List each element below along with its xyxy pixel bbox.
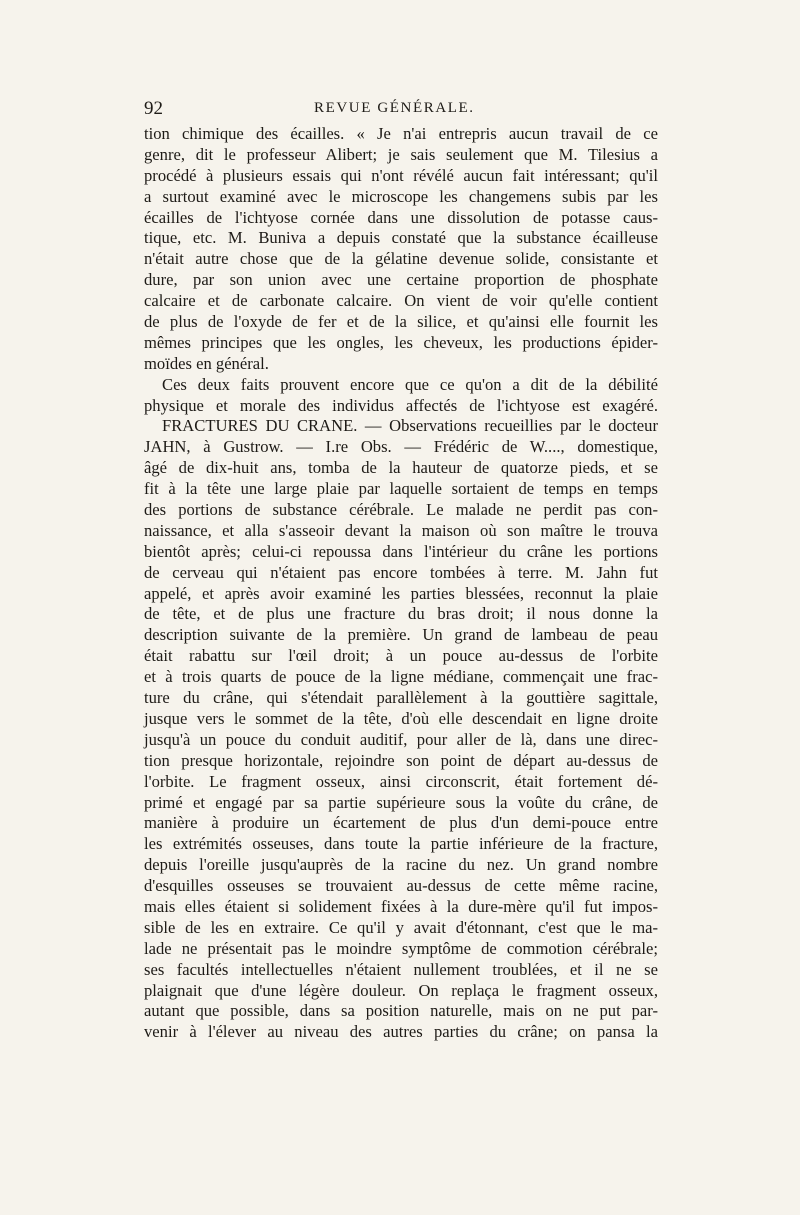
text-line: procédé à plusieurs essais qui n'ont révélé aucun fait intéressant; qu'il <box>144 165 658 185</box>
text-line: description suivante de la première. Un grand de lambeau de peau <box>144 625 658 645</box>
text-line: l'orbite. Le fragment osseux, ainsi circonscrit, était fortement dé- <box>144 771 658 791</box>
text-line: Ces deux faits prouvent encore que ce qu'on a dit de la débilité <box>162 374 658 394</box>
text-line: a surtout examiné avec le microscope les changemens subis par les <box>144 186 658 206</box>
text-line: tion chimique des écailles. « Je n'ai entrepris aucun travail de ce <box>144 124 658 143</box>
text-line: naissance, et alla s'asseoir devant la maison où son maître le trouva <box>144 520 658 540</box>
text-line: ses facultés intellectuelles n'étaient nullement troublées, et il ne se <box>144 959 658 979</box>
journal-title: REVUE GÉNÉRALE. <box>314 100 475 116</box>
text-line: primé et engagé par sa partie supérieure sous la voûte du crâne, de <box>144 792 658 812</box>
text-line: mêmes principes que les ongles, les cheveux, les productions épider- <box>144 332 658 352</box>
text-line: ture du crâne, qui s'étendait parallèlement à la gouttière sagittale, <box>144 688 658 708</box>
text-line: genre, dit le professeur Alibert; je sais seulement que M. Tilesius a <box>144 144 658 164</box>
text-line: de plus de l'oxyde de fer et de la silice, et qu'ainsi elle fournit les <box>144 312 658 332</box>
text-line: mais elles étaient si solidement fixées à la dure-mère qu'il fut impos- <box>144 896 658 916</box>
text-line: était rabattu sur l'œil droit; à un pouce au-dessus de l'orbite <box>144 646 658 666</box>
text-line: depuis l'oreille jusqu'auprès de la racine du nez. Un grand nombre <box>144 855 658 875</box>
text-line: les extrémités osseuses, dans toute la partie inférieure de la fracture, <box>144 834 658 854</box>
text-line: âgé de dix-huit ans, tomba de la hauteur de quatorze pieds, et se <box>144 458 658 478</box>
text-line: plaignait que d'une légère douleur. On replaça le fragment osseux, <box>144 980 658 1000</box>
text-line: tion presque horizontale, rejoindre son point de départ au-dessus de <box>144 750 658 770</box>
text-line: de tête, et de plus une fracture du bras droit; il nous donne la <box>144 604 658 624</box>
text-line: moïdes en général. <box>144 353 269 373</box>
text-line: fit à la tête une large plaie par laquelle sortaient de temps en temps <box>144 479 658 499</box>
text-line: manière à produire un écartement de plus d'un demi-pouce entre <box>144 813 658 833</box>
text-line: bientôt après; celui-ci repoussa dans l'intérieur du crâne les portions <box>144 541 658 561</box>
text-line: de cerveau qui n'étaient pas encore tombées à terre. M. Jahn fut <box>144 562 658 582</box>
text-line: écailles de l'ichtyose cornée dans une dissolution de potasse caus- <box>144 207 658 227</box>
text-line: tique, etc. M. Buniva a depuis constaté que la substance écailleuse <box>144 228 658 248</box>
text-line: des portions de substance cérébrale. Le malade ne perdit pas con- <box>144 500 658 520</box>
text-line: JAHN, à Gustrow. — I.re Obs. — Frédéric de W...., domestique, <box>144 437 658 457</box>
text-line: FRACTURES DU CRANE. — Observations recueillies par le docteur <box>162 416 658 436</box>
body-text <box>144 124 658 1043</box>
text-line: appelé, et après avoir examiné les parties blessées, reconnut la plaie <box>144 583 658 603</box>
text-line: jusque vers le sommet de la tête, d'où elle descendait en ligne droite <box>144 708 658 728</box>
text-line: lade ne présentait pas le moindre symptôme de commotion cérébrale; <box>144 938 658 958</box>
text-line: autant que possible, dans sa position naturelle, mais on ne put par- <box>144 1001 658 1021</box>
text-line: n'était autre chose que de la gélatine devenue solide, consistante et <box>144 249 658 269</box>
text-line: physique et morale des individus affectés de l'ichtyose est exagéré. <box>144 395 658 415</box>
page-number: 92 <box>144 98 163 119</box>
running-head <box>144 96 658 122</box>
text-line: venir à l'élever au niveau des autres parties du crâne; on pansa la <box>144 1022 658 1042</box>
text-line: d'esquilles osseuses se trouvaient au-dessus de cette même racine, <box>144 876 658 896</box>
text-line: sible de les en extraire. Ce qu'il y avait d'étonnant, c'est que le ma- <box>144 917 658 937</box>
text-line: calcaire et de carbonate calcaire. On vient de voir qu'elle contient <box>144 291 658 311</box>
text-line: et à trois quarts de pouce de la ligne médiane, commençait une frac- <box>144 667 658 687</box>
document-page <box>144 96 658 1043</box>
text-line: jusqu'à un pouce du conduit auditif, pour aller de là, dans une direc- <box>144 729 658 749</box>
text-line: dure, par son union avec une certaine proportion de phosphate <box>144 270 658 290</box>
